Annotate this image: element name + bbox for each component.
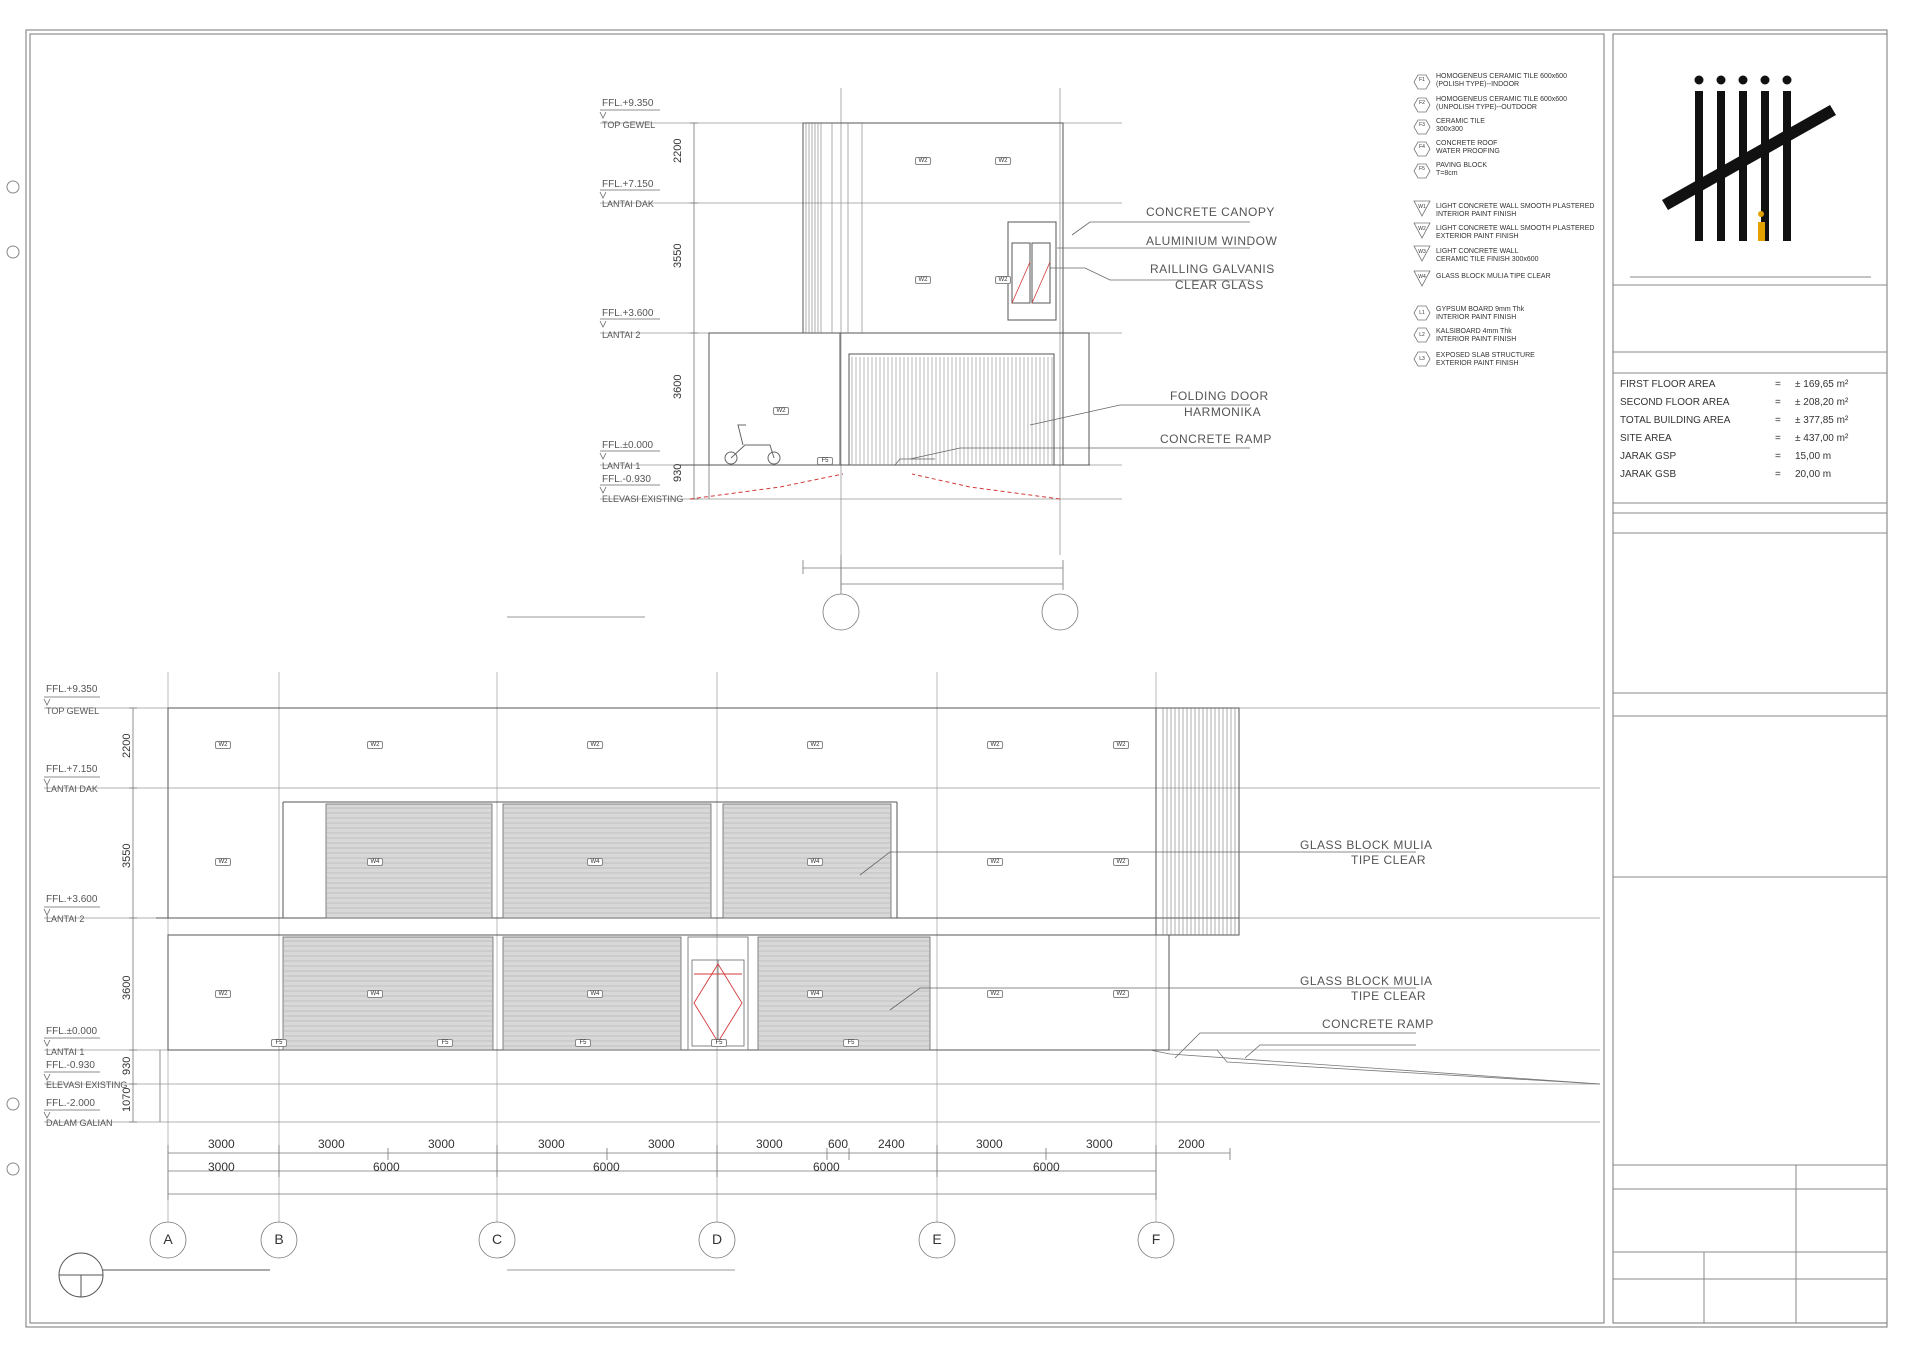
wall-item-4-code: W4 [1418, 274, 1426, 280]
info-value-3: ± 377,85 m² [1795, 415, 1849, 426]
side-dim1-1: 3000 [208, 1137, 235, 1151]
wall-item-3-code: W3 [1418, 249, 1426, 255]
side-dim1-9: 3000 [976, 1137, 1003, 1151]
wall-item-3-line1: LIGHT CONCRETE WALL [1436, 248, 1519, 255]
side-tag-2: W2 [367, 741, 383, 749]
side-level-1-ffl: FFL.+9.350 [46, 684, 98, 695]
front-vdim-1: 2200 [672, 138, 684, 163]
front-callout-5: FOLDING DOOR [1170, 389, 1269, 403]
side-vdim-5: 1070 [121, 1087, 133, 1112]
front-tag-5: W2 [773, 407, 789, 415]
floor-item-1-code: F1 [1419, 77, 1425, 83]
floor-item-2-line1: HOMOGENEUS CERAMIC TILE 600x600 [1436, 96, 1567, 103]
ceiling-item-2-line2: INTERIOR PAINT FINISH [1436, 336, 1517, 343]
floor-item-2-code: F2 [1419, 100, 1425, 106]
floor-item-3-code: F3 [1419, 122, 1425, 128]
floor-item-4-line1: CONCRETE ROOF [1436, 140, 1498, 147]
floor-item-5-code: F5 [1419, 166, 1425, 172]
wall-item-2-code: W2 [1418, 226, 1426, 232]
front-callout-1: CONCRETE CANOPY [1146, 205, 1275, 219]
info-label-6: JARAK GSB [1620, 469, 1677, 480]
side-tag-8: W4 [367, 858, 383, 866]
front-callout-7: CONCRETE RAMP [1160, 432, 1272, 446]
side-dim1-8: 2400 [878, 1137, 905, 1151]
side-grid-B: B [274, 1231, 284, 1247]
front-level-4-name: LANTAI 1 [602, 461, 641, 471]
side-tag-6: W2 [1113, 741, 1129, 749]
side-grid-C: C [491, 1231, 503, 1247]
info-eq-6: = [1775, 469, 1781, 480]
front-level-3-name: LANTAI 2 [602, 330, 641, 340]
info-value-4: ± 437,00 m² [1795, 433, 1849, 444]
info-eq-3: = [1775, 415, 1781, 426]
side-level-4-name: LANTAI 1 [46, 1047, 85, 1057]
info-label-1: FIRST FLOOR AREA [1620, 379, 1716, 390]
front-tag-4: W2 [995, 276, 1011, 284]
wall-item-3-line2: CERAMIC TILE FINISH 300x600 [1436, 256, 1539, 263]
side-level-5-name: ELEVASI EXISTING [46, 1080, 128, 1090]
info-value-2: ± 208,20 m² [1795, 397, 1849, 408]
front-callout-2: ALUMINIUM WINDOW [1146, 234, 1278, 248]
side-tag-3: W2 [587, 741, 603, 749]
side-level-3-name: LANTAI 2 [46, 914, 85, 924]
side-tag-20: F5 [437, 1039, 453, 1047]
side-callout-1: GLASS BLOCK MULIA [1300, 838, 1433, 852]
side-level-3-ffl: FFL.+3.600 [46, 894, 98, 905]
floor-item-5-line1: PAVING BLOCK [1436, 162, 1488, 169]
side-tag-7: W2 [215, 858, 231, 866]
side-callout-2: TIPE CLEAR [1351, 853, 1427, 867]
side-dim1-11: 2000 [1178, 1137, 1205, 1151]
side-grid-D: D [711, 1231, 723, 1247]
side-level-2-ffl: FFL.+7.150 [46, 764, 98, 775]
side-tag-11: W2 [987, 858, 1003, 866]
front-tag-1: W2 [915, 157, 931, 165]
side-dim2-3: 6000 [593, 1160, 620, 1174]
ceiling-item-2-code: L2 [1419, 332, 1425, 338]
floor-item-1-line2: (POLISH TYPE)--INDOOR [1436, 81, 1520, 88]
ceiling-item-1-line2: INTERIOR PAINT FINISH [1436, 314, 1517, 321]
wall-item-1-code: W1 [1418, 204, 1426, 210]
floor-item-4-code: F4 [1419, 144, 1425, 150]
front-level-3-ffl: FFL.+3.600 [602, 308, 654, 319]
wall-item-4-line1: GLASS BLOCK MULIA TIPE CLEAR [1436, 273, 1551, 280]
side-dim1-7: 600 [828, 1137, 849, 1151]
side-vdim-2: 3550 [121, 843, 133, 868]
info-value-5: 15,00 m [1795, 451, 1832, 462]
info-value-1: ± 169,65 m² [1795, 379, 1849, 390]
side-tag-17: W2 [987, 990, 1003, 998]
side-dim2-2: 6000 [373, 1160, 400, 1174]
front-callout-3: RAILLING GALVANIS [1150, 262, 1275, 276]
front-level-1-name: TOP GEWEL [602, 120, 656, 130]
info-value-6: 20,00 m [1795, 469, 1832, 480]
side-grid-A: A [163, 1231, 173, 1247]
side-tag-12: W2 [1113, 858, 1129, 866]
info-eq-2: = [1775, 397, 1781, 408]
ceiling-item-1-line1: GYPSUM BOARD 9mm Thk [1436, 306, 1525, 313]
side-callout-3: GLASS BLOCK MULIA [1300, 974, 1433, 988]
ceiling-item-2-line1: KALSIBOARD 4mm Thk [1436, 328, 1512, 335]
side-tag-10: W4 [807, 858, 823, 866]
side-level-6-name: DALAM GALIAN [46, 1118, 113, 1128]
front-vdim-4: 930 [672, 463, 684, 482]
wall-item-1-line1: LIGHT CONCRETE WALL SMOOTH PLASTERED [1436, 203, 1595, 210]
front-level-5-name: ELEVASI EXISTING [602, 494, 684, 504]
side-dim2-5: 6000 [1033, 1160, 1060, 1174]
ceiling-item-3-line2: EXTERIOR PAINT FINISH [1436, 360, 1519, 367]
wall-item-1-line2: INTERIOR PAINT FINISH [1436, 211, 1517, 218]
floor-item-3-line2: 300x300 [1436, 126, 1463, 133]
side-tag-9: W4 [587, 858, 603, 866]
front-vdim-3: 3600 [672, 374, 684, 399]
floor-item-5-line2: T=8cm [1436, 170, 1458, 177]
side-tag-18: W2 [1113, 990, 1129, 998]
side-dim1-3: 3000 [428, 1137, 455, 1151]
side-vdim-3: 3600 [121, 975, 133, 1000]
side-level-4-ffl: FFL.±0.000 [46, 1026, 98, 1037]
floor-item-3-line1: CERAMIC TILE [1436, 118, 1485, 125]
wall-item-2-line1: LIGHT CONCRETE WALL SMOOTH PLASTERED [1436, 225, 1595, 232]
side-level-2-name: LANTAI DAK [46, 784, 98, 794]
side-tag-5: W2 [987, 741, 1003, 749]
side-tag-22: F5 [711, 1039, 727, 1047]
side-dim1-5: 3000 [648, 1137, 675, 1151]
front-callout-6: HARMONIKA [1184, 405, 1262, 419]
side-dim1-6: 3000 [756, 1137, 783, 1151]
side-dim1-10: 3000 [1086, 1137, 1113, 1151]
side-level-1-name: TOP GEWEL [46, 706, 100, 716]
side-dim1-2: 3000 [318, 1137, 345, 1151]
info-eq-5: = [1775, 451, 1781, 462]
side-dim2-1: 3000 [208, 1160, 235, 1174]
side-dim2-4: 6000 [813, 1160, 840, 1174]
front-vdim-2: 3550 [672, 243, 684, 268]
front-callout-4: CLEAR GLASS [1175, 278, 1264, 292]
front-level-4-ffl: FFL.±0.000 [602, 440, 654, 451]
front-level-1-ffl: FFL.+9.350 [602, 98, 654, 109]
floor-item-4-line2: WATER PROOFING [1436, 148, 1500, 155]
ceiling-item-1-code: L1 [1419, 310, 1425, 316]
side-tag-13: W2 [215, 990, 231, 998]
side-tag-14: W4 [367, 990, 383, 998]
info-label-4: SITE AREA [1620, 433, 1672, 444]
side-tag-4: W2 [807, 741, 823, 749]
floor-item-1-line1: HOMOGENEUS CERAMIC TILE 600x600 [1436, 73, 1567, 80]
side-grid-F: F [1151, 1231, 1161, 1247]
front-tag-3: W2 [915, 276, 931, 284]
side-level-5-ffl: FFL.-0.930 [46, 1060, 95, 1071]
side-tag-23: F5 [843, 1039, 859, 1047]
side-callout-4: TIPE CLEAR [1351, 989, 1427, 1003]
info-eq-4: = [1775, 433, 1781, 444]
info-label-2: SECOND FLOOR AREA [1620, 397, 1730, 408]
side-vdim-4: 930 [121, 1056, 133, 1075]
ceiling-item-3-code: L3 [1419, 356, 1425, 362]
side-dim1-4: 3000 [538, 1137, 565, 1151]
side-grid-E: E [932, 1231, 942, 1247]
side-level-6-ffl: FFL.-2.000 [46, 1098, 95, 1109]
side-tag-15: W4 [587, 990, 603, 998]
side-callout-5: CONCRETE RAMP [1322, 1017, 1434, 1031]
side-tag-1: W2 [215, 741, 231, 749]
side-tag-21: F5 [575, 1039, 591, 1047]
front-tag-2: W2 [995, 157, 1011, 165]
side-tag-19: F5 [271, 1039, 287, 1047]
side-vdim-1: 2200 [121, 733, 133, 758]
info-label-5: JARAK GSP [1620, 451, 1677, 462]
wall-item-2-line2: EXTERIOR PAINT FINISH [1436, 233, 1519, 240]
front-tag-6: F5 [817, 457, 833, 465]
ceiling-item-3-line1: EXPOSED SLAB STRUCTURE [1436, 352, 1535, 359]
front-level-2-name: LANTAI DAK [602, 199, 654, 209]
side-tag-16: W4 [807, 990, 823, 998]
info-label-3: TOTAL BUILDING AREA [1620, 415, 1731, 426]
floor-item-2-line2: (UNPOLISH TYPE)--OUTDOOR [1436, 104, 1537, 111]
front-level-2-ffl: FFL.+7.150 [602, 179, 654, 190]
front-level-5-ffl: FFL.-0.930 [602, 474, 651, 485]
info-eq-1: = [1775, 379, 1781, 390]
